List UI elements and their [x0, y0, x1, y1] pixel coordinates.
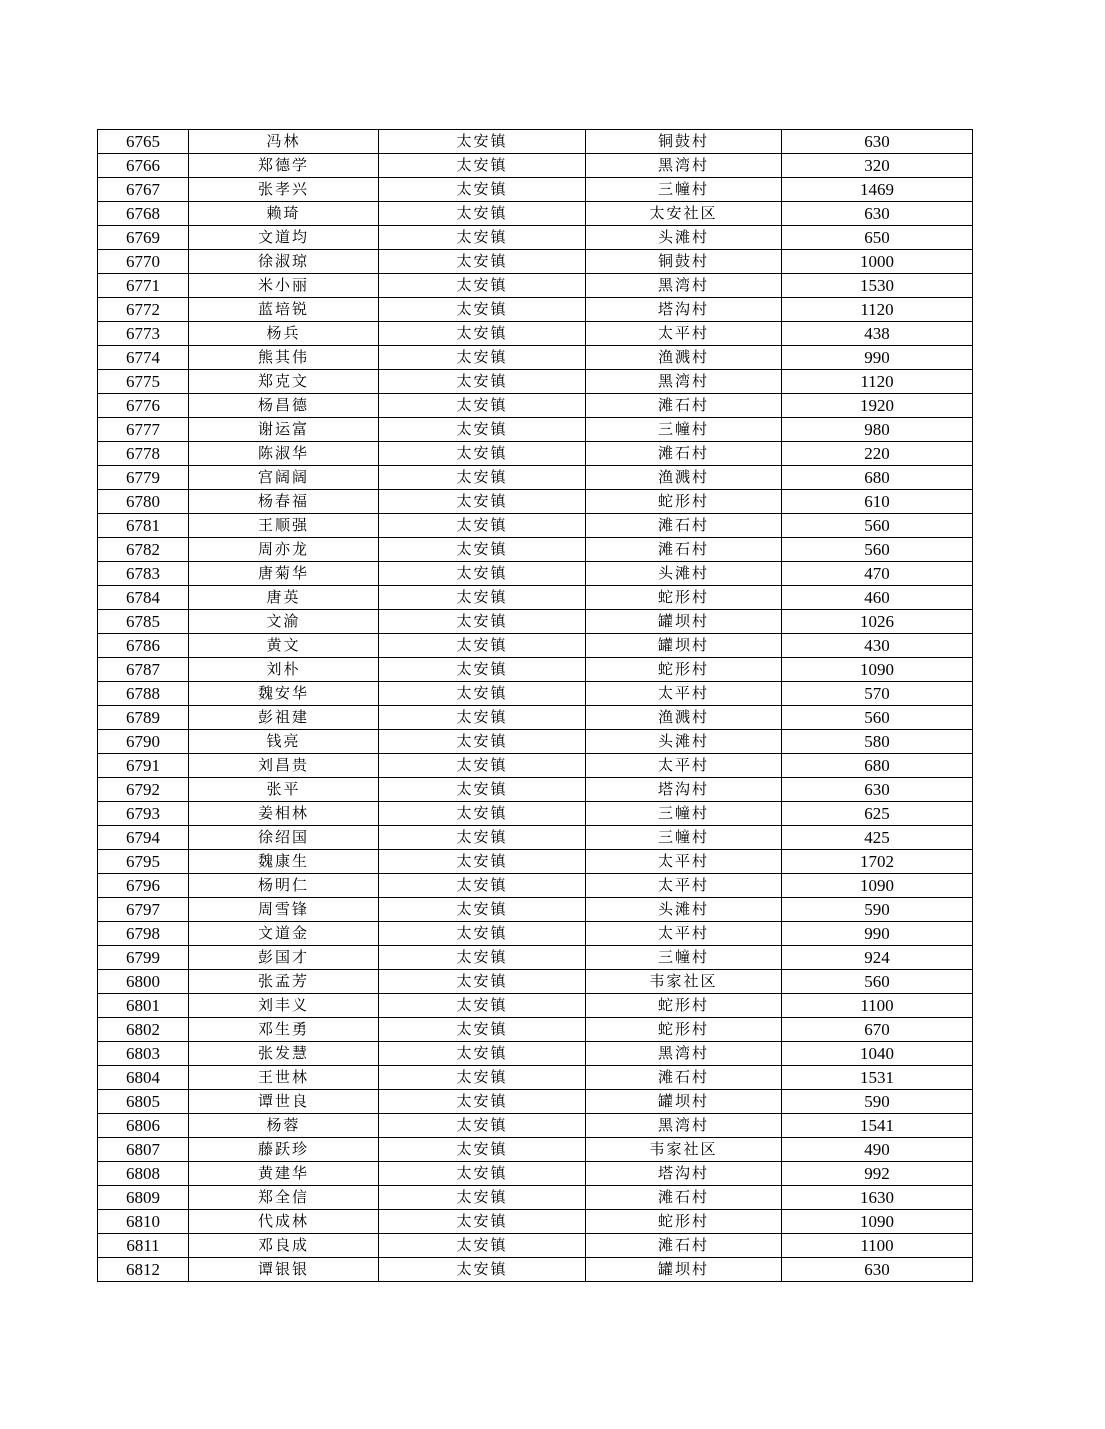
- village-cell: 滩石村: [586, 442, 782, 466]
- town-cell: 太安镇: [379, 418, 586, 442]
- row-number-cell: 6773: [98, 322, 189, 346]
- amount-cell: 470: [782, 562, 973, 586]
- name-cell: 黄文: [189, 634, 379, 658]
- town-cell: 太安镇: [379, 1258, 586, 1282]
- name-cell: 文渝: [189, 610, 379, 634]
- amount-cell: 460: [782, 586, 973, 610]
- table-row: [98, 658, 973, 682]
- town-cell: 太安镇: [379, 754, 586, 778]
- village-cell: 渔溅村: [586, 706, 782, 730]
- amount-cell: 680: [782, 466, 973, 490]
- table-row: [98, 154, 973, 178]
- village-cell: 蛇形村: [586, 994, 782, 1018]
- town-cell: 太安镇: [379, 394, 586, 418]
- name-cell: 张平: [189, 778, 379, 802]
- town-cell: 太安镇: [379, 682, 586, 706]
- name-cell: 刘昌贵: [189, 754, 379, 778]
- name-cell: 郑全信: [189, 1186, 379, 1210]
- town-cell: 太安镇: [379, 1042, 586, 1066]
- village-cell: 罐坝村: [586, 634, 782, 658]
- name-cell: 唐菊华: [189, 562, 379, 586]
- row-number-cell: 6793: [98, 802, 189, 826]
- row-number-cell: 6795: [98, 850, 189, 874]
- village-cell: 头滩村: [586, 898, 782, 922]
- table-row: [98, 130, 973, 154]
- name-cell: 张孟芳: [189, 970, 379, 994]
- row-number-cell: 6790: [98, 730, 189, 754]
- village-cell: 蛇形村: [586, 1210, 782, 1234]
- town-cell: 太安镇: [379, 1066, 586, 1090]
- amount-cell: 630: [782, 778, 973, 802]
- village-cell: 三幢村: [586, 802, 782, 826]
- village-cell: 蛇形村: [586, 658, 782, 682]
- row-number-cell: 6778: [98, 442, 189, 466]
- village-cell: 蛇形村: [586, 1018, 782, 1042]
- table-body: [98, 130, 973, 1282]
- town-cell: 太安镇: [379, 298, 586, 322]
- row-number-cell: 6797: [98, 898, 189, 922]
- town-cell: 太安镇: [379, 154, 586, 178]
- amount-cell: 560: [782, 970, 973, 994]
- table-row: [98, 1042, 973, 1066]
- name-cell: 藤跃珍: [189, 1138, 379, 1162]
- table-row: [98, 634, 973, 658]
- amount-cell: 580: [782, 730, 973, 754]
- town-cell: 太安镇: [379, 538, 586, 562]
- row-number-cell: 6787: [98, 658, 189, 682]
- village-cell: 滩石村: [586, 394, 782, 418]
- row-number-cell: 6791: [98, 754, 189, 778]
- amount-cell: 570: [782, 682, 973, 706]
- row-number-cell: 6811: [98, 1234, 189, 1258]
- row-number-cell: 6771: [98, 274, 189, 298]
- name-cell: 冯林: [189, 130, 379, 154]
- village-cell: 滩石村: [586, 1066, 782, 1090]
- town-cell: 太安镇: [379, 130, 586, 154]
- row-number-cell: 6786: [98, 634, 189, 658]
- village-cell: 韦家社区: [586, 970, 782, 994]
- village-cell: 三幢村: [586, 418, 782, 442]
- village-cell: 滩石村: [586, 1234, 782, 1258]
- town-cell: 太安镇: [379, 226, 586, 250]
- row-number-cell: 6799: [98, 946, 189, 970]
- table-row: [98, 730, 973, 754]
- table-row: [98, 274, 973, 298]
- row-number-cell: 6798: [98, 922, 189, 946]
- name-cell: 王世林: [189, 1066, 379, 1090]
- amount-cell: 625: [782, 802, 973, 826]
- town-cell: 太安镇: [379, 634, 586, 658]
- name-cell: 陈淑华: [189, 442, 379, 466]
- row-number-cell: 6785: [98, 610, 189, 634]
- village-cell: 头滩村: [586, 226, 782, 250]
- row-number-cell: 6781: [98, 514, 189, 538]
- village-cell: 渔溅村: [586, 466, 782, 490]
- town-cell: 太安镇: [379, 826, 586, 850]
- town-cell: 太安镇: [379, 322, 586, 346]
- village-cell: 罐坝村: [586, 1258, 782, 1282]
- table-row: [98, 1258, 973, 1282]
- village-cell: 渔溅村: [586, 346, 782, 370]
- town-cell: 太安镇: [379, 370, 586, 394]
- amount-cell: 490: [782, 1138, 973, 1162]
- table-row: [98, 1114, 973, 1138]
- village-cell: 铜鼓村: [586, 130, 782, 154]
- table-row: [98, 394, 973, 418]
- table-row: [98, 994, 973, 1018]
- table-row: [98, 1234, 973, 1258]
- town-cell: 太安镇: [379, 1018, 586, 1042]
- table-row: [98, 370, 973, 394]
- table-row: [98, 178, 973, 202]
- town-cell: 太安镇: [379, 1162, 586, 1186]
- row-number-cell: 6810: [98, 1210, 189, 1234]
- table-row: [98, 922, 973, 946]
- table-row: [98, 1162, 973, 1186]
- name-cell: 徐绍国: [189, 826, 379, 850]
- table-row: [98, 538, 973, 562]
- amount-cell: 990: [782, 922, 973, 946]
- row-number-cell: 6803: [98, 1042, 189, 1066]
- row-number-cell: 6805: [98, 1090, 189, 1114]
- name-cell: 杨兵: [189, 322, 379, 346]
- town-cell: 太安镇: [379, 514, 586, 538]
- village-cell: 太安社区: [586, 202, 782, 226]
- name-cell: 周雪锋: [189, 898, 379, 922]
- town-cell: 太安镇: [379, 706, 586, 730]
- amount-cell: 1702: [782, 850, 973, 874]
- amount-cell: 1541: [782, 1114, 973, 1138]
- table-row: [98, 802, 973, 826]
- amount-cell: 670: [782, 1018, 973, 1042]
- name-cell: 姜相林: [189, 802, 379, 826]
- row-number-cell: 6807: [98, 1138, 189, 1162]
- village-cell: 太平村: [586, 754, 782, 778]
- table-row: [98, 418, 973, 442]
- name-cell: 张孝兴: [189, 178, 379, 202]
- table-row: [98, 586, 973, 610]
- village-cell: 蛇形村: [586, 586, 782, 610]
- village-cell: 太平村: [586, 682, 782, 706]
- name-cell: 黄建华: [189, 1162, 379, 1186]
- amount-cell: 680: [782, 754, 973, 778]
- village-cell: 太平村: [586, 322, 782, 346]
- amount-cell: 650: [782, 226, 973, 250]
- name-cell: 钱亮: [189, 730, 379, 754]
- table-row: [98, 1186, 973, 1210]
- name-cell: 周亦龙: [189, 538, 379, 562]
- village-cell: 黑湾村: [586, 154, 782, 178]
- village-cell: 三幢村: [586, 946, 782, 970]
- name-cell: 文道金: [189, 922, 379, 946]
- name-cell: 魏安华: [189, 682, 379, 706]
- amount-cell: 320: [782, 154, 973, 178]
- name-cell: 文道均: [189, 226, 379, 250]
- town-cell: 太安镇: [379, 1234, 586, 1258]
- town-cell: 太安镇: [379, 1138, 586, 1162]
- amount-cell: 560: [782, 538, 973, 562]
- town-cell: 太安镇: [379, 850, 586, 874]
- table-row: [98, 682, 973, 706]
- name-cell: 谭银银: [189, 1258, 379, 1282]
- name-cell: 杨蓉: [189, 1114, 379, 1138]
- amount-cell: 924: [782, 946, 973, 970]
- row-number-cell: 6792: [98, 778, 189, 802]
- row-number-cell: 6796: [98, 874, 189, 898]
- town-cell: 太安镇: [379, 778, 586, 802]
- table-row: [98, 250, 973, 274]
- table-row: [98, 1018, 973, 1042]
- row-number-cell: 6776: [98, 394, 189, 418]
- amount-cell: 1026: [782, 610, 973, 634]
- village-cell: 滩石村: [586, 1186, 782, 1210]
- row-number-cell: 6779: [98, 466, 189, 490]
- amount-cell: 590: [782, 1090, 973, 1114]
- village-cell: 罐坝村: [586, 1090, 782, 1114]
- amount-cell: 1469: [782, 178, 973, 202]
- name-cell: 邓生勇: [189, 1018, 379, 1042]
- village-cell: 韦家社区: [586, 1138, 782, 1162]
- town-cell: 太安镇: [379, 610, 586, 634]
- amount-cell: 1120: [782, 298, 973, 322]
- amount-cell: 992: [782, 1162, 973, 1186]
- name-cell: 刘朴: [189, 658, 379, 682]
- village-cell: 滩石村: [586, 514, 782, 538]
- table-row: [98, 202, 973, 226]
- row-number-cell: 6812: [98, 1258, 189, 1282]
- table-row: [98, 466, 973, 490]
- village-cell: 铜鼓村: [586, 250, 782, 274]
- row-number-cell: 6775: [98, 370, 189, 394]
- amount-cell: 990: [782, 346, 973, 370]
- town-cell: 太安镇: [379, 922, 586, 946]
- town-cell: 太安镇: [379, 802, 586, 826]
- amount-cell: 630: [782, 130, 973, 154]
- table-row: [98, 514, 973, 538]
- name-cell: 刘丰义: [189, 994, 379, 1018]
- row-number-cell: 6765: [98, 130, 189, 154]
- row-number-cell: 6772: [98, 298, 189, 322]
- village-cell: 塔沟村: [586, 778, 782, 802]
- table-row: [98, 322, 973, 346]
- row-number-cell: 6804: [98, 1066, 189, 1090]
- town-cell: 太安镇: [379, 898, 586, 922]
- name-cell: 谢运富: [189, 418, 379, 442]
- village-cell: 塔沟村: [586, 298, 782, 322]
- village-cell: 黑湾村: [586, 1114, 782, 1138]
- name-cell: 张发慧: [189, 1042, 379, 1066]
- name-cell: 杨明仁: [189, 874, 379, 898]
- table-row: [98, 706, 973, 730]
- name-cell: 杨春福: [189, 490, 379, 514]
- row-number-cell: 6766: [98, 154, 189, 178]
- name-cell: 宫阔阔: [189, 466, 379, 490]
- village-cell: 太平村: [586, 850, 782, 874]
- town-cell: 太安镇: [379, 250, 586, 274]
- town-cell: 太安镇: [379, 442, 586, 466]
- table-row: [98, 1210, 973, 1234]
- row-number-cell: 6774: [98, 346, 189, 370]
- amount-cell: 1100: [782, 994, 973, 1018]
- amount-cell: 1920: [782, 394, 973, 418]
- name-cell: 魏康生: [189, 850, 379, 874]
- table-row: [98, 874, 973, 898]
- town-cell: 太安镇: [379, 730, 586, 754]
- amount-cell: 1040: [782, 1042, 973, 1066]
- town-cell: 太安镇: [379, 466, 586, 490]
- amount-cell: 1090: [782, 874, 973, 898]
- amount-cell: 430: [782, 634, 973, 658]
- village-cell: 三幢村: [586, 826, 782, 850]
- village-cell: 头滩村: [586, 562, 782, 586]
- table-row: [98, 898, 973, 922]
- name-cell: 王顺强: [189, 514, 379, 538]
- data-table: [97, 129, 973, 1282]
- town-cell: 太安镇: [379, 202, 586, 226]
- name-cell: 代成林: [189, 1210, 379, 1234]
- row-number-cell: 6784: [98, 586, 189, 610]
- row-number-cell: 6770: [98, 250, 189, 274]
- amount-cell: 630: [782, 202, 973, 226]
- table-row: [98, 826, 973, 850]
- table-row: [98, 970, 973, 994]
- village-cell: 太平村: [586, 874, 782, 898]
- table-row: [98, 1138, 973, 1162]
- village-cell: 黑湾村: [586, 1042, 782, 1066]
- row-number-cell: 6806: [98, 1114, 189, 1138]
- row-number-cell: 6802: [98, 1018, 189, 1042]
- village-cell: 太平村: [586, 922, 782, 946]
- name-cell: 杨昌德: [189, 394, 379, 418]
- table-row: [98, 346, 973, 370]
- row-number-cell: 6801: [98, 994, 189, 1018]
- amount-cell: 1090: [782, 658, 973, 682]
- row-number-cell: 6789: [98, 706, 189, 730]
- amount-cell: 630: [782, 1258, 973, 1282]
- amount-cell: 425: [782, 826, 973, 850]
- village-cell: 黑湾村: [586, 370, 782, 394]
- village-cell: 塔沟村: [586, 1162, 782, 1186]
- table-row: [98, 562, 973, 586]
- amount-cell: 1531: [782, 1066, 973, 1090]
- amount-cell: 590: [782, 898, 973, 922]
- village-cell: 罐坝村: [586, 610, 782, 634]
- name-cell: 熊其伟: [189, 346, 379, 370]
- row-number-cell: 6794: [98, 826, 189, 850]
- amount-cell: 980: [782, 418, 973, 442]
- name-cell: 彭国才: [189, 946, 379, 970]
- village-cell: 头滩村: [586, 730, 782, 754]
- village-cell: 黑湾村: [586, 274, 782, 298]
- name-cell: 郑克文: [189, 370, 379, 394]
- row-number-cell: 6777: [98, 418, 189, 442]
- row-number-cell: 6800: [98, 970, 189, 994]
- town-cell: 太安镇: [379, 1114, 586, 1138]
- town-cell: 太安镇: [379, 346, 586, 370]
- name-cell: 蓝培锐: [189, 298, 379, 322]
- amount-cell: 220: [782, 442, 973, 466]
- table-row: [98, 490, 973, 514]
- amount-cell: 438: [782, 322, 973, 346]
- amount-cell: 1530: [782, 274, 973, 298]
- village-cell: 三幢村: [586, 178, 782, 202]
- town-cell: 太安镇: [379, 874, 586, 898]
- name-cell: 谭世良: [189, 1090, 379, 1114]
- table-row: [98, 442, 973, 466]
- table-row: [98, 1066, 973, 1090]
- row-number-cell: 6783: [98, 562, 189, 586]
- table-row: [98, 1090, 973, 1114]
- amount-cell: 1630: [782, 1186, 973, 1210]
- name-cell: 郑德学: [189, 154, 379, 178]
- name-cell: 邓良成: [189, 1234, 379, 1258]
- village-cell: 蛇形村: [586, 490, 782, 514]
- town-cell: 太安镇: [379, 562, 586, 586]
- name-cell: 赖琦: [189, 202, 379, 226]
- amount-cell: 560: [782, 514, 973, 538]
- amount-cell: 1120: [782, 370, 973, 394]
- name-cell: 米小丽: [189, 274, 379, 298]
- row-number-cell: 6809: [98, 1186, 189, 1210]
- table-row: [98, 226, 973, 250]
- amount-cell: 1000: [782, 250, 973, 274]
- town-cell: 太安镇: [379, 1186, 586, 1210]
- amount-cell: 1090: [782, 1210, 973, 1234]
- town-cell: 太安镇: [379, 946, 586, 970]
- town-cell: 太安镇: [379, 490, 586, 514]
- town-cell: 太安镇: [379, 274, 586, 298]
- table-row: [98, 850, 973, 874]
- row-number-cell: 6768: [98, 202, 189, 226]
- amount-cell: 1100: [782, 1234, 973, 1258]
- name-cell: 彭祖建: [189, 706, 379, 730]
- table-row: [98, 754, 973, 778]
- table-row: [98, 298, 973, 322]
- table-row: [98, 610, 973, 634]
- row-number-cell: 6780: [98, 490, 189, 514]
- amount-cell: 610: [782, 490, 973, 514]
- name-cell: 徐淑琼: [189, 250, 379, 274]
- amount-cell: 560: [782, 706, 973, 730]
- table-row: [98, 946, 973, 970]
- town-cell: 太安镇: [379, 994, 586, 1018]
- town-cell: 太安镇: [379, 658, 586, 682]
- row-number-cell: 6769: [98, 226, 189, 250]
- town-cell: 太安镇: [379, 1210, 586, 1234]
- name-cell: 唐英: [189, 586, 379, 610]
- row-number-cell: 6788: [98, 682, 189, 706]
- row-number-cell: 6808: [98, 1162, 189, 1186]
- town-cell: 太安镇: [379, 1090, 586, 1114]
- village-cell: 滩石村: [586, 538, 782, 562]
- row-number-cell: 6782: [98, 538, 189, 562]
- town-cell: 太安镇: [379, 178, 586, 202]
- town-cell: 太安镇: [379, 586, 586, 610]
- row-number-cell: 6767: [98, 178, 189, 202]
- town-cell: 太安镇: [379, 970, 586, 994]
- table-row: [98, 778, 973, 802]
